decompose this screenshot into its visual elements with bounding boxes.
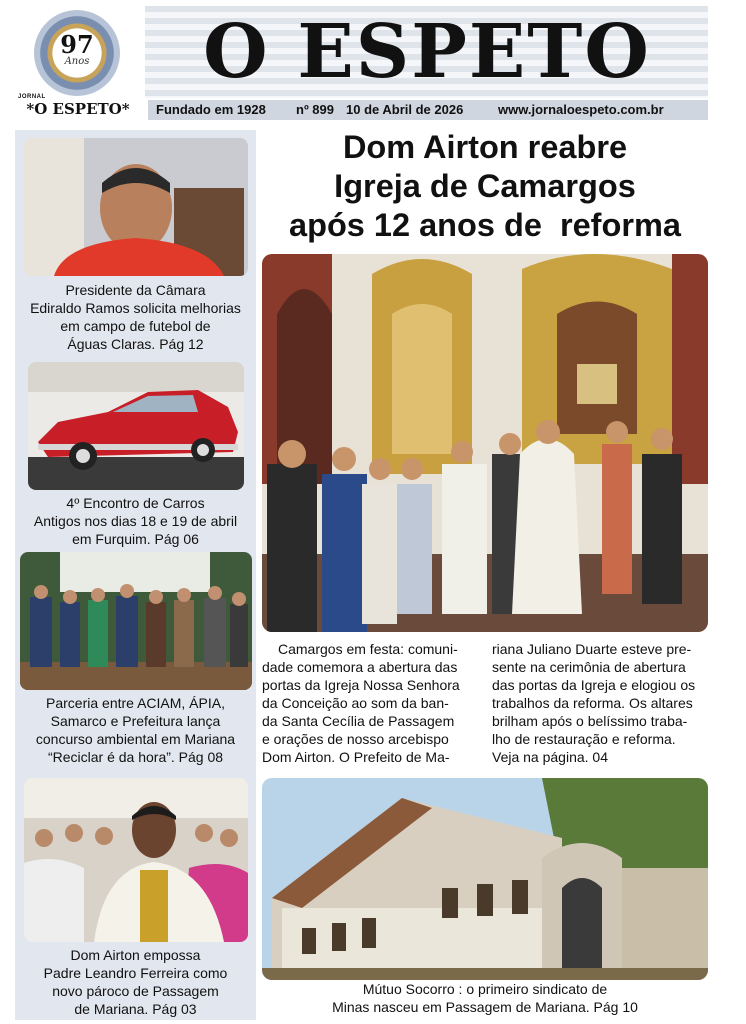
- issue-number: nº 899: [296, 102, 334, 117]
- main-headline[interactable]: Dom Airton reabre Igreja de Camargos após 12 anos de reforma: [289, 129, 681, 243]
- masthead-info-bar: [148, 100, 708, 120]
- sidebar-photo-3[interactable]: [20, 552, 252, 690]
- founded-text: Fundado em 1928: [156, 102, 266, 117]
- sidebar-photo-2[interactable]: [28, 362, 244, 490]
- logo-name: *O ESPETO*: [26, 100, 130, 118]
- newspaper-logo: [16, 8, 140, 120]
- issue-date: 10 de Abril de 2026: [346, 102, 464, 117]
- sidebar-caption-1: Presidente da Câmara Ediraldo Ramos solicita melhorias em campo de futebol de Águas Claras. Pág 12: [30, 282, 241, 352]
- sidebar-caption-4: Dom Airton empossa Padre Leandro Ferreira como novo pároco de Passagem de Mariana. Pág 03: [43, 947, 228, 1017]
- logo-years: 97: [60, 30, 94, 59]
- website-link[interactable]: www.jornaloespeto.com.br: [498, 102, 664, 117]
- sidebar-photo-1[interactable]: [24, 138, 248, 276]
- bottom-photo-building[interactable]: [262, 778, 708, 980]
- sidebar-caption-3: Parceria entre ACIAM, ÁPIA, Samarco e Prefeitura lança concurso ambiental em Mariana “Reciclar é da hora”. Pág 08: [35, 695, 236, 765]
- sidebar-photo-4[interactable]: [24, 778, 248, 942]
- main-photo-church[interactable]: [262, 254, 708, 632]
- logo-anos: Anos: [64, 56, 90, 67]
- article-column-1: Camargos em festa: comuni- dade comemora a abertura das portas da Igreja Nossa Senhora da Conceição ao som da ban- da Santa Cecília de Passagem e orações de nosso arcebispo Dom Airton. O Prefeito de Ma-: [262, 641, 460, 765]
- article-column-2: riana Juliano Duarte esteve pre- sente na cerimônia de abertura das portas da Igreja e elogiou os trabalhos da reforma. Os altares brilham após o belíssimo traba- lho de restauração e reforma. Veja na página. 04: [492, 641, 696, 765]
- bottom-photo-caption: Mútuo Socorro : o primeiro sindicato de Minas nasceu em Passagem de Mariana. Pág 10: [332, 981, 638, 1015]
- masthead-title: O ESPETO: [203, 9, 651, 95]
- sidebar-caption-2: 4º Encontro de Carros Antigos nos dias 18 e 19 de abril em Furquim. Pág 06: [33, 495, 238, 547]
- logo-jornal-label: JORNAL: [18, 94, 46, 100]
